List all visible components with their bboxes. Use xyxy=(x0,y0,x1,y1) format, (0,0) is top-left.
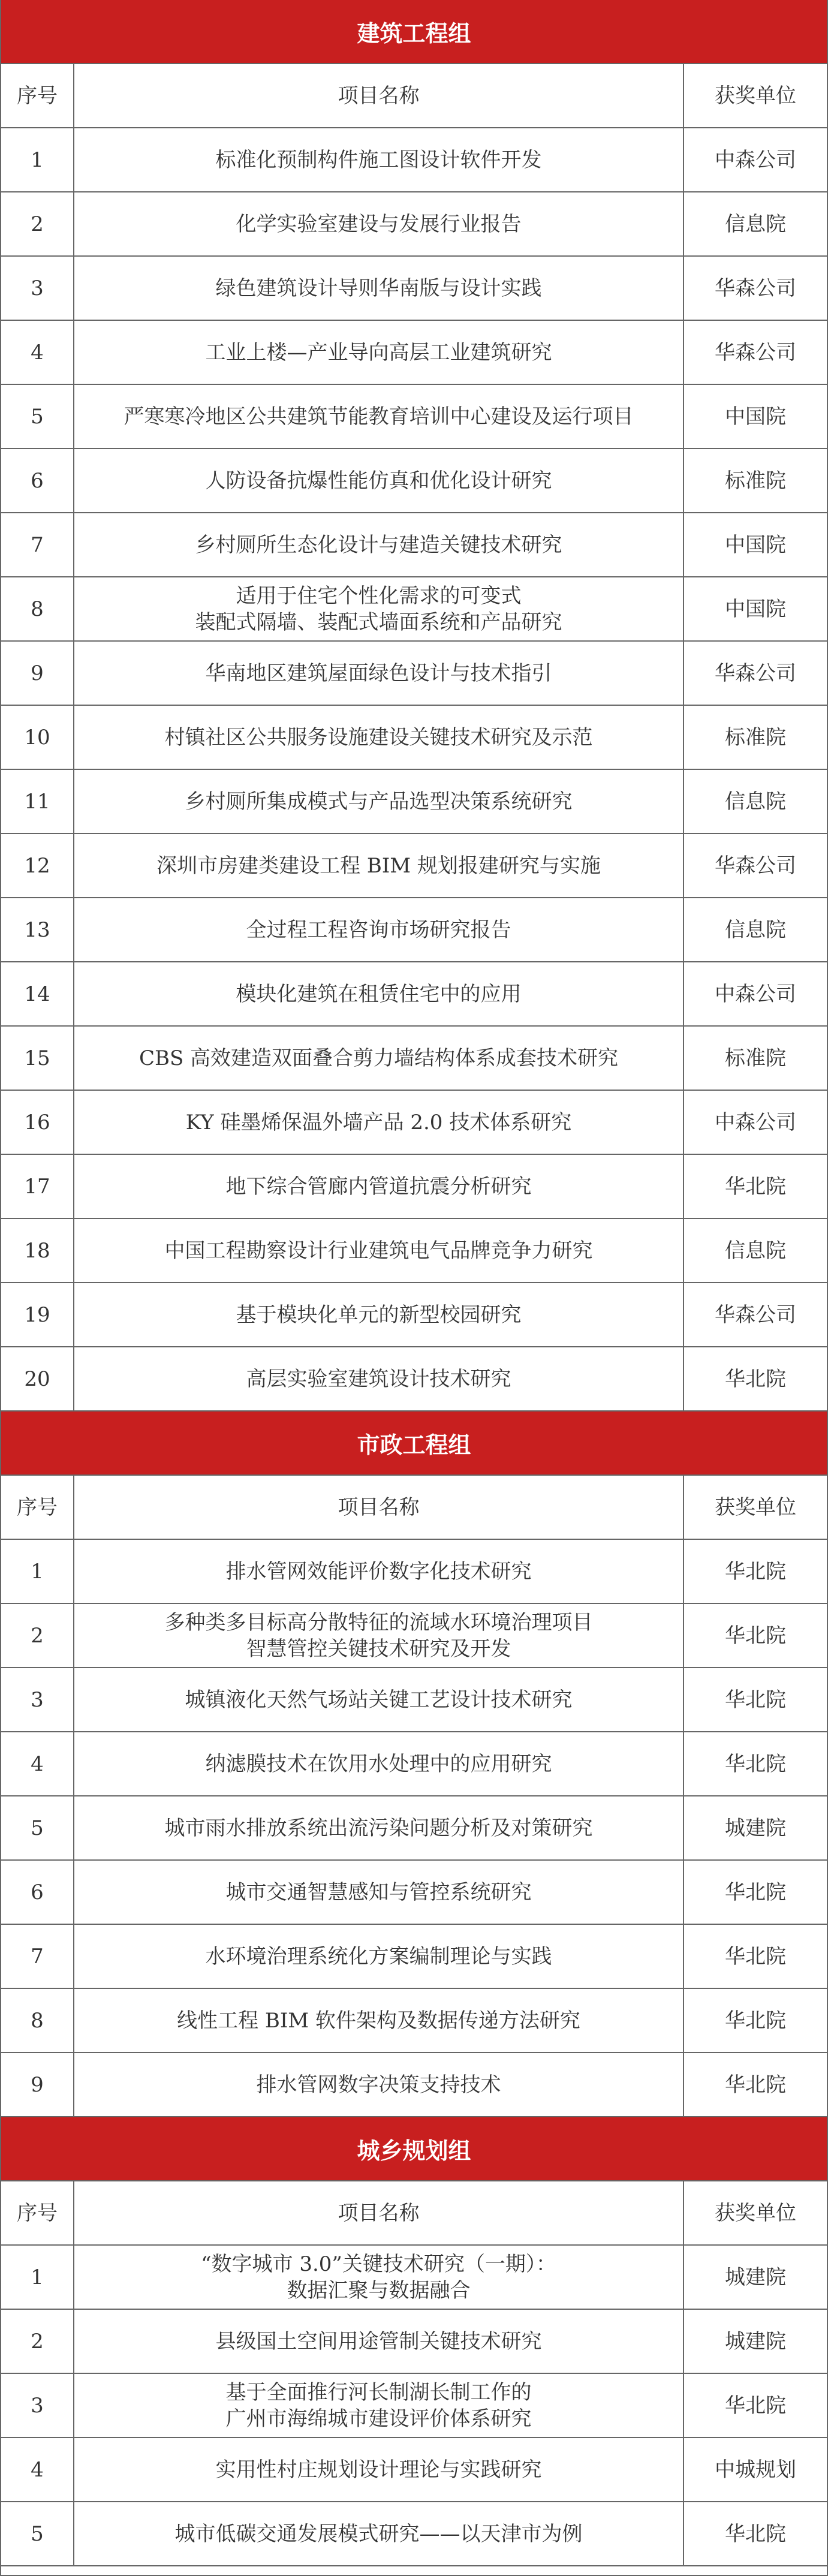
award-unit: 中国院 xyxy=(725,404,786,429)
table-row xyxy=(1,1989,827,2053)
column-header-unit: 获奖单位 xyxy=(715,1495,796,1519)
row-number: 16 xyxy=(1,1091,74,1154)
table-row xyxy=(1,1283,827,1347)
award-unit: 华森公司 xyxy=(715,340,796,365)
row-number: 6 xyxy=(1,449,74,512)
project-name: 全过程工程咨询市场研究报告 xyxy=(74,898,684,961)
row-number: 3 xyxy=(1,257,74,320)
row-number: 17 xyxy=(1,1155,74,1218)
table-row xyxy=(1,257,827,321)
column-header-name: 项目名称 xyxy=(74,1476,684,1539)
column-header-row xyxy=(1,64,827,128)
row-number: 2 xyxy=(1,1604,74,1667)
table-row xyxy=(1,834,827,898)
row-number: 4 xyxy=(1,321,74,384)
row-number: 2 xyxy=(1,2310,74,2373)
row-number: 5 xyxy=(1,2502,74,2565)
project-name: 城镇液化天然气场站关键工艺设计技术研究 xyxy=(74,1668,684,1731)
project-name: 适用于住宅个性化需求的可变式 装配式隔墙、装配式墙面系统和产品研究 xyxy=(74,577,684,640)
award-unit: 中国院 xyxy=(725,532,786,557)
award-unit: 华北院 xyxy=(725,1752,786,1776)
project-name: 排水管网效能评价数字化技术研究 xyxy=(74,1540,684,1603)
section-title-municipal: 市政工程组 xyxy=(1,1412,827,1476)
row-number: 4 xyxy=(1,1732,74,1795)
table-row xyxy=(1,1155,827,1219)
award-unit: 华北院 xyxy=(725,1687,786,1712)
project-name: 纳滤膜技术在饮用水处理中的应用研究 xyxy=(74,1732,684,1795)
project-name: 工业上楼—产业导向高层工业建筑研究 xyxy=(74,321,684,384)
award-unit: 城建院 xyxy=(725,1816,786,1840)
row-number: 3 xyxy=(1,2374,74,2437)
project-name: 排水管网数字决策支持技术 xyxy=(74,2053,684,2116)
project-name: 县级国土空间用途管制关键技术研究 xyxy=(74,2310,684,2373)
project-name: 深圳市房建类建设工程 BIM 规划报建研究与实施 xyxy=(74,834,684,897)
project-name: KY 硅墨烯保温外墙产品 2.0 技术体系研究 xyxy=(74,1091,684,1154)
column-header-no: 序号 xyxy=(1,1476,74,1539)
project-name: 中国工程勘察设计行业建筑电气品牌竞争力研究 xyxy=(74,1219,684,1282)
project-name: 严寒寒冷地区公共建筑节能教育培训中心建设及运行项目 xyxy=(74,385,684,448)
table-row xyxy=(1,898,827,962)
row-number: 2 xyxy=(1,192,74,255)
table-row xyxy=(1,770,827,834)
row-number: 5 xyxy=(1,1796,74,1859)
project-name: 人防设备抗爆性能仿真和优化设计研究 xyxy=(74,449,684,512)
row-number: 9 xyxy=(1,642,74,705)
award-unit: 华北院 xyxy=(725,2521,786,2546)
table-row xyxy=(1,706,827,770)
row-number: 3 xyxy=(1,1668,74,1731)
table-row xyxy=(1,449,827,513)
award-unit: 城建院 xyxy=(725,2265,786,2289)
award-unit: 华北院 xyxy=(725,1174,786,1199)
project-name: 乡村厕所集成模式与产品选型决策系统研究 xyxy=(74,770,684,833)
table-row xyxy=(1,2374,827,2438)
row-number: 20 xyxy=(1,1347,74,1410)
table-row xyxy=(1,321,827,385)
table-row xyxy=(1,1861,827,1925)
project-name: 城市交通智慧感知与管控系统研究 xyxy=(74,1861,684,1924)
project-name: CBS 高效建造双面叠合剪力墙结构体系成套技术研究 xyxy=(74,1027,684,1090)
row-number: 12 xyxy=(1,834,74,897)
table-row xyxy=(1,1732,827,1796)
award-unit: 信息院 xyxy=(725,1238,786,1263)
column-header-no: 序号 xyxy=(1,2181,74,2244)
award-unit: 信息院 xyxy=(725,212,786,236)
project-name: 多种类多目标高分散特征的流域水环境治理项目 智慧管控关键技术研究及开发 xyxy=(74,1604,684,1667)
table-row xyxy=(1,1796,827,1861)
award-unit: 中森公司 xyxy=(715,982,796,1006)
project-name: 基于模块化单元的新型校园研究 xyxy=(74,1283,684,1346)
project-name: 城市雨水排放系统出流污染问题分析及对策研究 xyxy=(74,1796,684,1859)
project-name: 高层实验室建筑设计技术研究 xyxy=(74,1347,684,1410)
award-unit: 华北院 xyxy=(725,1559,786,1584)
table-row xyxy=(1,128,827,192)
project-name: 绿色建筑设计导则华南版与设计实践 xyxy=(74,257,684,320)
award-unit: 华北院 xyxy=(725,2072,786,2097)
award-unit: 城建院 xyxy=(725,2329,786,2354)
table-row xyxy=(1,1540,827,1604)
award-unit: 中森公司 xyxy=(715,148,796,172)
section-title-planning: 城乡规划组 xyxy=(1,2117,827,2181)
table-row xyxy=(1,2053,827,2117)
project-name: 模块化建筑在租赁住宅中的应用 xyxy=(74,962,684,1025)
row-number: 8 xyxy=(1,1989,74,2052)
project-name: 水环境治理系统化方案编制理论与实践 xyxy=(74,1925,684,1988)
row-number: 10 xyxy=(1,706,74,769)
project-name: 华南地区建筑屋面绿色设计与技术指引 xyxy=(74,642,684,705)
column-header-name: 项目名称 xyxy=(74,64,684,127)
award-unit: 中城规划 xyxy=(715,2457,796,2482)
row-number: 7 xyxy=(1,1925,74,1988)
table-row xyxy=(1,1219,827,1283)
award-unit: 华森公司 xyxy=(715,1302,796,1327)
table-row xyxy=(1,962,827,1027)
row-number: 11 xyxy=(1,770,74,833)
column-header-unit: 获奖单位 xyxy=(715,2201,796,2225)
row-number: 8 xyxy=(1,577,74,640)
row-number: 14 xyxy=(1,962,74,1025)
column-header-no: 序号 xyxy=(1,64,74,127)
award-unit: 华森公司 xyxy=(715,853,796,878)
award-unit: 信息院 xyxy=(725,789,786,814)
project-name: 基于全面推行河长制湖长制工作的 广州市海绵城市建设评价体系研究 xyxy=(74,2374,684,2437)
column-header-unit: 获奖单位 xyxy=(715,83,796,108)
award-unit: 信息院 xyxy=(725,917,786,942)
project-name: 乡村厕所生态化设计与建造关键技术研究 xyxy=(74,513,684,576)
table-row xyxy=(1,1091,827,1155)
award-unit: 华森公司 xyxy=(715,661,796,685)
table-row xyxy=(1,2502,827,2566)
table-row xyxy=(1,2438,827,2502)
award-unit: 华北院 xyxy=(725,1944,786,1969)
row-number: 7 xyxy=(1,513,74,576)
row-number: 13 xyxy=(1,898,74,961)
row-number: 6 xyxy=(1,1861,74,1924)
row-number: 1 xyxy=(1,1540,74,1603)
award-unit: 华北院 xyxy=(725,1367,786,1391)
project-name: 地下综合管廊内管道抗震分析研究 xyxy=(74,1155,684,1218)
row-number: 19 xyxy=(1,1283,74,1346)
table-row xyxy=(1,2246,827,2310)
award-unit: 标准院 xyxy=(725,1046,786,1070)
award-unit: 标准院 xyxy=(725,468,786,493)
project-name: 标准化预制构件施工图设计软件开发 xyxy=(74,128,684,191)
project-name: 城市低碳交通发展模式研究——以天津市为例 xyxy=(74,2502,684,2565)
section-title-architecture: 建筑工程组 xyxy=(1,0,827,64)
row-number: 1 xyxy=(1,128,74,191)
award-unit: 华北院 xyxy=(725,2008,786,2033)
award-unit: 华北院 xyxy=(725,1880,786,1904)
table-row xyxy=(1,2310,827,2374)
column-header-row xyxy=(1,1476,827,1540)
row-number: 18 xyxy=(1,1219,74,1282)
award-unit: 华北院 xyxy=(725,2393,786,2418)
award-unit: 标准院 xyxy=(725,725,786,750)
project-name: 村镇社区公共服务设施建设关键技术研究及示范 xyxy=(74,706,684,769)
row-number: 1 xyxy=(1,2246,74,2309)
award-unit: 中森公司 xyxy=(715,1110,796,1134)
project-name: 线性工程 BIM 软件架构及数据传递方法研究 xyxy=(74,1989,684,2052)
row-number: 9 xyxy=(1,2053,74,2116)
row-number: 15 xyxy=(1,1027,74,1090)
award-unit: 中国院 xyxy=(725,597,786,621)
column-header-name: 项目名称 xyxy=(74,2181,684,2244)
project-name: 化学实验室建设与发展行业报告 xyxy=(74,192,684,255)
row-number: 4 xyxy=(1,2438,74,2501)
table-row xyxy=(1,1027,827,1091)
table-row xyxy=(1,1925,827,1989)
table-row xyxy=(1,1347,827,1412)
table-row xyxy=(1,385,827,449)
row-number: 5 xyxy=(1,385,74,448)
project-name: “数字城市 3.0”关键技术研究（一期）： 数据汇聚与数据融合 xyxy=(74,2246,684,2309)
award-unit: 华北院 xyxy=(725,1623,786,1648)
table-row xyxy=(1,1604,827,1668)
award-unit: 华森公司 xyxy=(715,276,796,300)
project-name: 实用性村庄规划设计理论与实践研究 xyxy=(74,2438,684,2501)
table-row xyxy=(1,513,827,577)
table-row xyxy=(1,642,827,706)
column-header-row xyxy=(1,2181,827,2246)
table-row xyxy=(1,577,827,642)
table-row xyxy=(1,192,827,257)
table-row xyxy=(1,1668,827,1732)
